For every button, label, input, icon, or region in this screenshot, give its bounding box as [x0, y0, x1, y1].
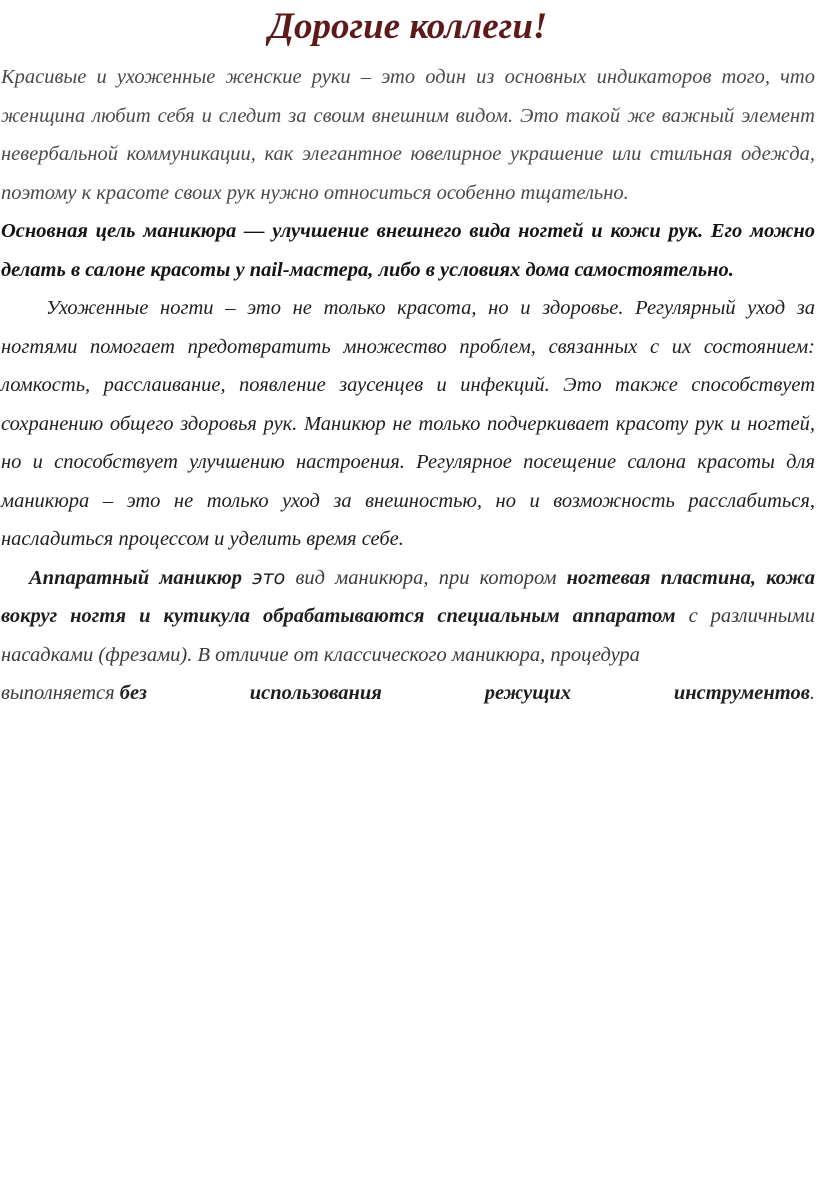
text-bez: без	[119, 682, 147, 704]
term-hardware-manicure: Аппаратный маникюр	[29, 566, 243, 589]
word-eto: это	[252, 566, 286, 589]
paragraph-hardware-manicure	[1, 559, 815, 713]
text-last-prefix: выполняется	[1, 682, 115, 704]
text-period: .	[809, 682, 815, 704]
text-part1: вид маникюра, при котором	[285, 566, 567, 589]
paragraph-manicure-goal: Основная цель маникюра — улучшение внешнего вида ногтей и кожи рук. Его можно делать в салоне красоты у nail-мастера, либо в условиях дома самостоятельно.	[1, 220, 815, 281]
text-ispolzovaniya: использования	[249, 682, 382, 704]
text-rezhushchih: режущих	[484, 682, 571, 704]
paragraph-nail-health: Ухоженные ногти – это не только красота, но и здоровье. Регулярный уход за ногтями помогает предотвратить множество проблем, связанных с их состоянием: ломкость, расслаивание, появление заусенцев и инфекций. Это также способствует сохранению общего здоровья рук. Маникюр не только подчеркивает красоту рук и ногтей, но и способствует улучшению настроения. Регулярное посещение салона красоты для маникюра – это не только уход за внешностью, но и возможность расслабиться, насладиться процессом и уделить время себе.	[1, 297, 815, 550]
paragraph-intro: Красивые и ухоженные женские руки – это один из основных индикаторов того, что женщина любит себя и следит за своим внешним видом. Это такой же важный элемент невербальной коммуникации, как элегантное ювелирное украшение или стильная одежда, поэтому к красоте своих рук нужно относиться особенно тщательно.	[1, 66, 815, 204]
text-bold-processed: ногтевая пластина, кожа вокруг ногтя и кутикула обрабатываются специальным аппаратом	[1, 566, 815, 627]
text-part2: с различными насадками (фрезами). В отличие от классического маникюра, процедура	[1, 605, 815, 666]
page-title: Дорогие коллеги!	[268, 6, 548, 47]
text-instrumentov: инструментов	[673, 682, 810, 704]
paragraph-last-line	[1, 674, 815, 713]
